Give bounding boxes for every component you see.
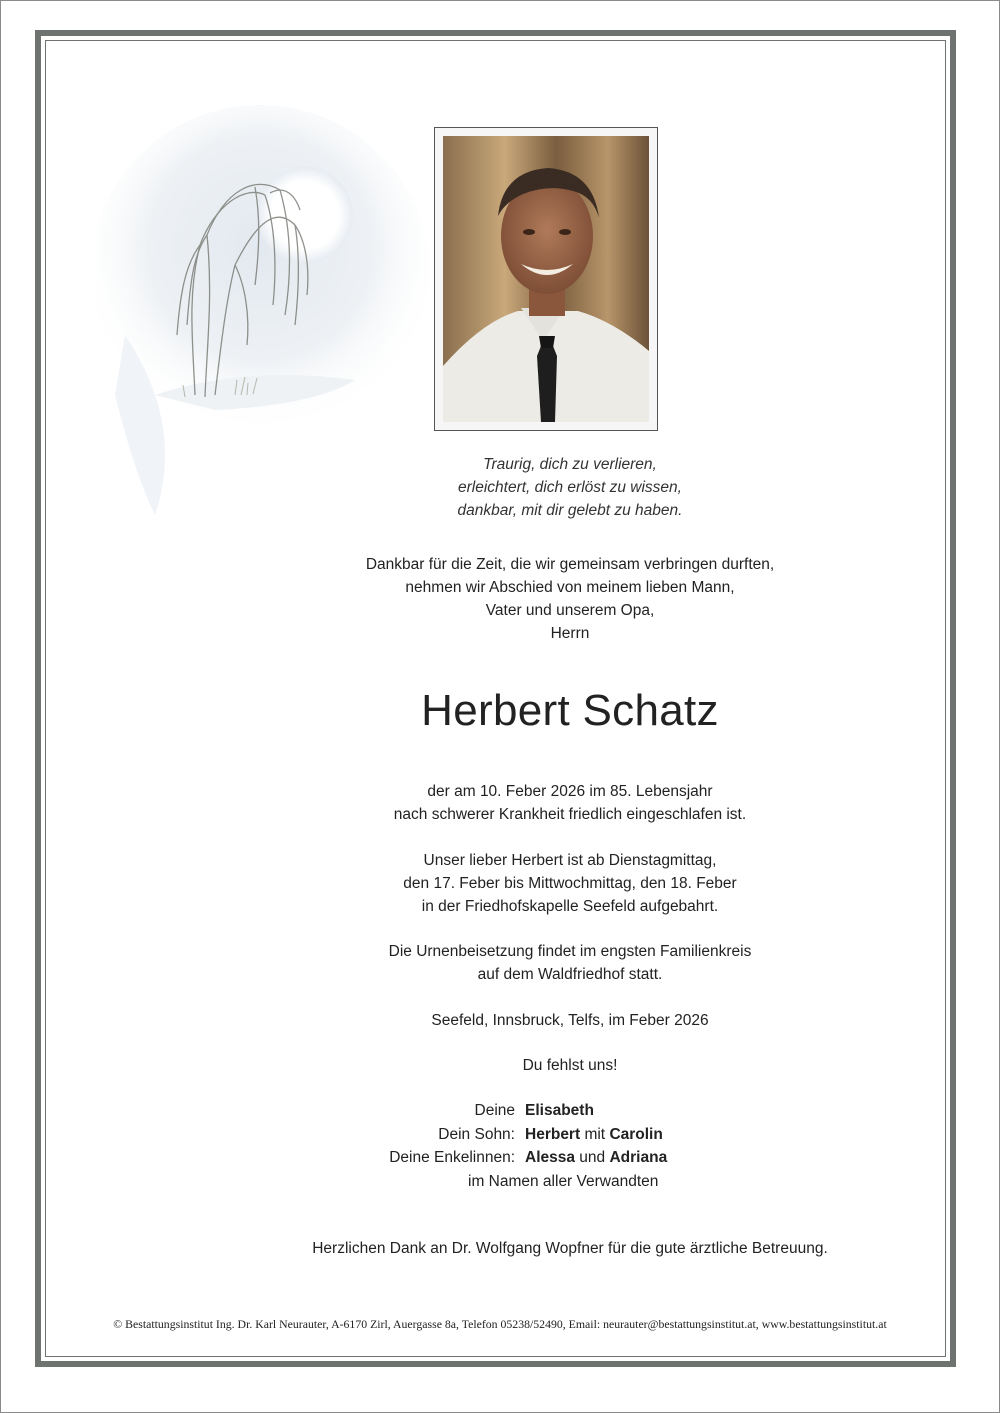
lying-line: den 17. Feber bis Mittwochmittag, den 18. Feber xyxy=(403,875,737,892)
portrait-photo xyxy=(443,136,649,422)
closing-phrase: Du fehlst uns! xyxy=(522,1057,618,1074)
details-line: nach schwerer Krankheit friedlich eingeschlafen ist. xyxy=(393,806,747,823)
intro-line: Vater und unserem Opa, xyxy=(485,602,655,619)
family-names xyxy=(525,1123,663,1147)
family-role: Dein Sohn: xyxy=(438,1125,515,1143)
family-member-name: Herbert xyxy=(525,1125,581,1143)
lying-line: Unser lieber Herbert ist ab Dienstagmittag, xyxy=(423,852,717,869)
intro-line: Dankbar für die Zeit, die wir gemeinsam verbringen durften, xyxy=(365,556,775,573)
burial-line: Die Urnenbeisetzung findet im engsten Familienkreis xyxy=(388,943,752,960)
family-names xyxy=(525,1146,667,1170)
deceased-name: Herbert Schatz xyxy=(421,686,719,735)
family-member-name: Carolin xyxy=(609,1125,663,1143)
burial-line: auf dem Waldfriedhof statt. xyxy=(477,966,663,983)
lying-line: in der Friedhofskapelle Seefeld aufgebahrt. xyxy=(421,898,719,915)
poem-line: dankbar, mit dir gelebt zu haben. xyxy=(457,502,683,519)
portrait-photo-frame xyxy=(434,127,658,431)
burial-info xyxy=(310,940,830,986)
poem-line: Traurig, dich zu verlieren, xyxy=(483,456,657,473)
intro-text xyxy=(310,553,830,645)
place-date: Seefeld, Innsbruck, Telfs, im Feber 2026 xyxy=(431,1012,709,1029)
family-row xyxy=(320,1146,820,1170)
poem xyxy=(310,453,830,522)
relatives-line: im Namen aller Verwandten xyxy=(468,1172,659,1190)
family-member-name: Alessa xyxy=(525,1149,575,1166)
intro-line: Herrn xyxy=(550,625,590,642)
family-role: Deine xyxy=(474,1102,515,1119)
poem-line: erleichtert, dich erlöst zu wissen, xyxy=(458,479,682,496)
family-list xyxy=(320,1099,820,1193)
lying-in-state-info xyxy=(310,849,830,918)
family-conjunction: mit xyxy=(584,1125,606,1143)
intro-line: nehmen wir Abschied von meinem lieben Mann, xyxy=(405,579,735,596)
family-conjunction: und xyxy=(579,1149,606,1166)
family-member-name: Elisabeth xyxy=(525,1102,594,1119)
funeral-home-footer: © Bestattungsinstitut Ing. Dr. Karl Neurauter, A-6170 Zirl, Auergasse 8a, Telefon 05238/52490, Email: neurauter@bestattungsinstitut.at, www.bestattungsinstitut.at xyxy=(113,1317,887,1331)
family-row xyxy=(320,1123,820,1147)
family-names xyxy=(525,1099,594,1123)
details-line: der am 10. Feber 2026 im 85. Lebensjahr xyxy=(427,783,713,800)
death-details xyxy=(310,780,830,826)
family-member-name: Adriana xyxy=(609,1149,668,1166)
thanks-text: Herzlichen Dank an Dr. Wolfgang Wopfner für die gute ärztliche Betreuung. xyxy=(312,1240,828,1257)
family-row xyxy=(320,1099,820,1123)
family-role: Deine Enkelinnen: xyxy=(389,1149,515,1166)
